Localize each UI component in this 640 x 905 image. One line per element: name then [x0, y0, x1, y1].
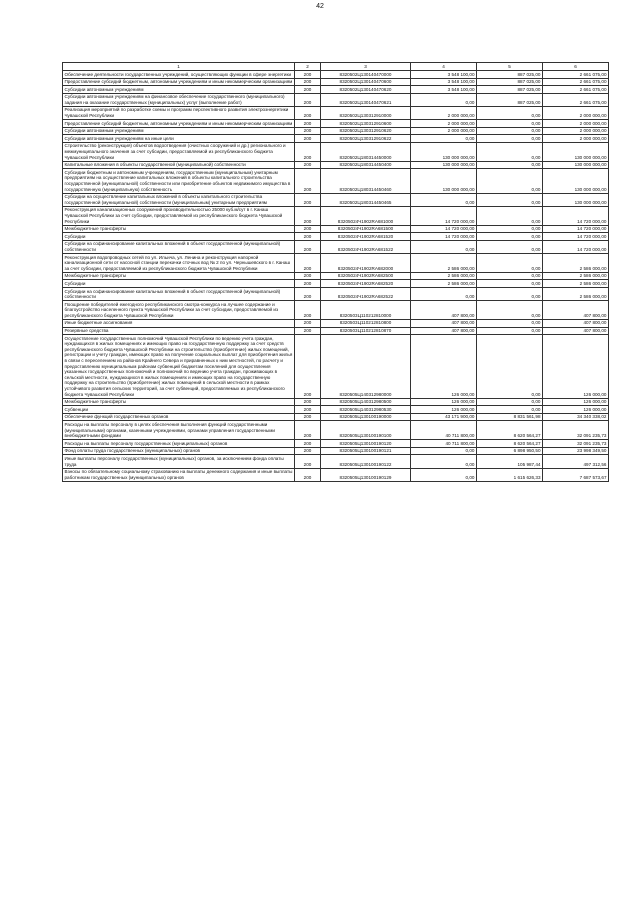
- row-ved-code: 200: [295, 206, 321, 225]
- table-row: [63, 233, 609, 241]
- row-executed-amount: 0,00: [477, 161, 543, 169]
- row-ved-code: 200: [295, 301, 321, 320]
- row-name: Субсидии автономным учреждениям: [63, 127, 295, 135]
- row-name: Субсидии: [63, 280, 295, 288]
- row-approved-amount: 2 586 000,00: [411, 272, 477, 280]
- row-classification-code: 8320502Ц180314450000: [321, 142, 411, 161]
- row-remaining-amount: 14 720 000,00: [543, 233, 609, 241]
- row-executed-amount: 8 620 564,27: [477, 440, 543, 448]
- row-executed-amount: 0,00: [477, 254, 543, 273]
- row-remaining-amount: 2 586 000,00: [543, 280, 609, 288]
- row-classification-code: 83205024Ч1902RA681522: [321, 240, 411, 253]
- row-ved-code: 200: [295, 455, 321, 468]
- row-ved-code: 200: [295, 440, 321, 448]
- table-row: [63, 225, 609, 233]
- row-name: Реализация мероприятий по разработке схемы и программ перспективного развития электроэнергетики Чувашской Республики: [63, 106, 295, 119]
- row-ved-code: 200: [295, 135, 321, 143]
- row-approved-amount: 2 586 000,00: [411, 254, 477, 273]
- row-name: Субсидии бюджетным и автономным учреждениям, государственным (муниципальным) унитарным предприятиям на осуществление капитальных вложений в объекты капитального строительства государственной (муниципальной) собственности или приобретение объектов недвижимого имущества в государственную (муниципальную) собственность: [63, 169, 295, 193]
- row-ved-code: 200: [295, 447, 321, 455]
- row-executed-amount: 105 987,44: [477, 455, 543, 468]
- row-ved-code: 200: [295, 254, 321, 273]
- row-name: Поощрение победителей ежегодного республиканского смотра-конкурса на лучшее содержание и благоустройство населенного пункта Чувашской Республики за счет субсидии, предоставляемой из республиканского бюджета Чувашской Республики: [63, 301, 295, 320]
- row-name: Субсидии на софинансирование капитальных вложений в объект государственной (муниципальной) собственности: [63, 240, 295, 253]
- row-classification-code: 83205024Ч1902RA681520: [321, 233, 411, 241]
- row-ved-code: 200: [295, 106, 321, 119]
- row-classification-code: 8320502Ц180314450460: [321, 169, 411, 193]
- row-executed-amount: 0,00: [477, 120, 543, 128]
- row-executed-amount: 887 025,00: [477, 86, 543, 94]
- row-approved-amount: 0,00: [411, 240, 477, 253]
- table-row: [63, 78, 609, 86]
- row-name: Субсидии автономным учреждениям: [63, 86, 295, 94]
- row-ved-code: 200: [295, 93, 321, 106]
- table-row: [63, 142, 609, 161]
- row-ved-code: 200: [295, 193, 321, 206]
- row-name: Предоставление субсидий бюджетным, автономным учреждениям и иным некоммерческим организациям: [63, 78, 295, 86]
- row-approved-amount: 2 000 000,00: [411, 127, 477, 135]
- row-remaining-amount: 130 000 000,00: [543, 142, 609, 161]
- row-remaining-amount: 2 661 075,00: [543, 71, 609, 79]
- row-approved-amount: 126 000,00: [411, 406, 477, 414]
- row-remaining-amount: 14 720 000,00: [543, 225, 609, 233]
- table-row: [63, 206, 609, 225]
- table-row: [63, 421, 609, 440]
- row-name: Расходы на выплаты персоналу государственных (муниципальных) органов: [63, 440, 295, 448]
- row-remaining-amount: 23 998 349,50: [543, 447, 609, 455]
- row-ved-code: 200: [295, 78, 321, 86]
- row-executed-amount: 0,00: [477, 335, 543, 399]
- row-ved-code: 200: [295, 421, 321, 440]
- row-ved-code: 200: [295, 120, 321, 128]
- row-executed-amount: 8 620 564,27: [477, 421, 543, 440]
- row-classification-code: 8320502Ц180314450400: [321, 161, 411, 169]
- row-classification-code: 8320505Ц140312980530: [321, 406, 411, 414]
- row-approved-amount: 2 000 000,00: [411, 120, 477, 128]
- table-row: [63, 468, 609, 481]
- table-row: [63, 240, 609, 253]
- row-remaining-amount: 130 000 000,00: [543, 161, 609, 169]
- row-name: Взносы по обязательному социальному страхованию на выплаты денежного содержания и иные выплаты работникам государственных (муниципальных) органов: [63, 468, 295, 481]
- row-approved-amount: 3 548 100,00: [411, 86, 477, 94]
- row-ved-code: 200: [295, 406, 321, 414]
- table-row: [63, 288, 609, 301]
- row-ved-code: 200: [295, 161, 321, 169]
- row-ved-code: 200: [295, 240, 321, 253]
- row-approved-amount: 14 720 000,00: [411, 233, 477, 241]
- row-classification-code: 8320502Ц130140470620: [321, 86, 411, 94]
- row-name: Осуществление государственных полномочий Чувашской Республики по ведению учета граждан, нуждающихся в жилых помещениях и имеющих право на государственную поддержку за счет средств республиканского бюджета Чувашской Республики на строительство (приобретение) жилых помещений, регистрации и учету граждан, имеющих право на получение социальных выплат для приобретения жилья в связи с переселением из районов Крайнего Севера и приравненных к ним местностей, по расчету и предоставлению муниципальным районам субвенций бюджетам поселений для осуществления указанных государственных полномочий и полномочий по ведению учета граждан, проживающих в сельской местности, нуждающихся в жилых помещениях и имеющих право на государственную поддержку на строительство (приобретение) жилых помещений в сельской местности в рамках устойчивого развития сельских территорий, за счет субвенций, предоставляемых из республиканского бюджета Чувашской Республики: [63, 335, 295, 399]
- row-classification-code: 83205024Ч1902RA681000: [321, 206, 411, 225]
- row-executed-amount: 0,00: [477, 225, 543, 233]
- row-ved-code: 200: [295, 327, 321, 335]
- row-ved-code: 200: [295, 169, 321, 193]
- table-row: [63, 86, 609, 94]
- row-approved-amount: 130 000 000,00: [411, 142, 477, 161]
- row-classification-code: 8320502Ц130140470600: [321, 78, 411, 86]
- row-executed-amount: 0,00: [477, 398, 543, 406]
- row-name: Субсидии: [63, 233, 295, 241]
- row-remaining-amount: 7 687 573,67: [543, 468, 609, 481]
- row-classification-code: 8320502Ц130312910622: [321, 135, 411, 143]
- row-classification-code: 8320502Ц130312910000: [321, 106, 411, 119]
- table-row: [63, 280, 609, 288]
- row-name: Субсидии автономным учреждениям на иные цели: [63, 135, 295, 143]
- column-header: 6: [543, 63, 609, 71]
- table-row: [63, 335, 609, 399]
- row-remaining-amount: 2 000 000,00: [543, 127, 609, 135]
- row-executed-amount: 0,00: [477, 169, 543, 193]
- row-name: Субсидии на софинансирование капитальных вложений в объект государственной (муниципальной) собственности: [63, 288, 295, 301]
- row-executed-amount: 887 025,00: [477, 78, 543, 86]
- row-classification-code: 8320503Ц110212810000: [321, 301, 411, 320]
- row-executed-amount: 0,00: [477, 406, 543, 414]
- row-classification-code: 8320505Ц130100190100: [321, 421, 411, 440]
- table-row: [63, 120, 609, 128]
- row-executed-amount: 8 831 561,98: [477, 413, 543, 421]
- row-executed-amount: 0,00: [477, 280, 543, 288]
- row-remaining-amount: 32 091 235,73: [543, 440, 609, 448]
- row-name: Резервные средства: [63, 327, 295, 335]
- table-row: [63, 71, 609, 79]
- row-name: Межбюджетные трансферты: [63, 272, 295, 280]
- column-header: 4: [411, 63, 477, 71]
- row-executed-amount: 887 025,00: [477, 71, 543, 79]
- row-remaining-amount: 2 000 000,00: [543, 106, 609, 119]
- table-row: [63, 161, 609, 169]
- row-ved-code: 200: [295, 398, 321, 406]
- row-classification-code: 83205024Ч1902RA682500: [321, 272, 411, 280]
- row-name: Субсидии автономным учреждениям на финансовое обеспечение государственного (муниципального) задания на оказание государственных (муниципальных) услуг (выполнение работ): [63, 93, 295, 106]
- row-executed-amount: 0,00: [477, 240, 543, 253]
- row-approved-amount: 14 720 000,00: [411, 206, 477, 225]
- row-remaining-amount: 130 000 000,00: [543, 193, 609, 206]
- row-classification-code: 8320502Ц130140470621: [321, 93, 411, 106]
- row-remaining-amount: 2 661 075,00: [543, 78, 609, 86]
- row-remaining-amount: 497 312,56: [543, 455, 609, 468]
- row-name: Обеспечение деятельности государственных учреждений, осуществляющих функции в сфере энергетики: [63, 71, 295, 79]
- row-approved-amount: 40 711 800,00: [411, 440, 477, 448]
- row-approved-amount: 0,00: [411, 193, 477, 206]
- row-classification-code: 8320502Ц130312910620: [321, 127, 411, 135]
- row-approved-amount: 3 548 100,00: [411, 71, 477, 79]
- row-approved-amount: 0,00: [411, 468, 477, 481]
- row-ved-code: 200: [295, 225, 321, 233]
- row-ved-code: 200: [295, 71, 321, 79]
- row-ved-code: 200: [295, 288, 321, 301]
- table-row: [63, 127, 609, 135]
- row-executed-amount: 0,00: [477, 142, 543, 161]
- table-row: [63, 254, 609, 273]
- row-remaining-amount: 2 000 000,00: [543, 135, 609, 143]
- column-header: 5: [477, 63, 543, 71]
- row-approved-amount: 0,00: [411, 288, 477, 301]
- row-remaining-amount: 407 800,00: [543, 301, 609, 320]
- row-name: Расходы на выплаты персоналу в целях обеспечения выполнения функций государственными (муниципальными) органами, казенными учреждениями, органами управления государственными внебюджетными фондами: [63, 421, 295, 440]
- row-classification-code: 8320502Ц180314450465: [321, 193, 411, 206]
- row-remaining-amount: 126 000,00: [543, 398, 609, 406]
- row-executed-amount: 887 025,00: [477, 93, 543, 106]
- row-approved-amount: 407 800,00: [411, 319, 477, 327]
- row-executed-amount: 0,00: [477, 233, 543, 241]
- row-ved-code: 200: [295, 127, 321, 135]
- row-remaining-amount: 2 661 075,00: [543, 93, 609, 106]
- row-name: Иные бюджетные ассигнования: [63, 319, 295, 327]
- row-classification-code: 8320502Ц130140470000: [321, 71, 411, 79]
- row-approved-amount: 126 000,00: [411, 335, 477, 399]
- row-approved-amount: 0,00: [411, 93, 477, 106]
- row-classification-code: 8320502Ц130312910600: [321, 120, 411, 128]
- row-ved-code: 200: [295, 280, 321, 288]
- row-executed-amount: 1 615 626,33: [477, 468, 543, 481]
- row-remaining-amount: 2 586 000,00: [543, 272, 609, 280]
- row-executed-amount: 0,00: [477, 301, 543, 320]
- row-classification-code: 8320505Ц140312980000: [321, 335, 411, 399]
- row-remaining-amount: 126 000,00: [543, 335, 609, 399]
- table-row: [63, 327, 609, 335]
- row-executed-amount: 0,00: [477, 193, 543, 206]
- table-row: [63, 440, 609, 448]
- row-executed-amount: 0,00: [477, 135, 543, 143]
- row-name: Иные выплаты персоналу государственных (муниципальных) органов, за исключением фонда оплаты труда: [63, 455, 295, 468]
- row-classification-code: 83205024Ч1902RA681500: [321, 225, 411, 233]
- header-row: [63, 63, 609, 71]
- row-executed-amount: 0,00: [477, 272, 543, 280]
- row-approved-amount: 407 800,00: [411, 301, 477, 320]
- row-executed-amount: 0,00: [477, 106, 543, 119]
- row-name: Субвенции: [63, 406, 295, 414]
- row-classification-code: 83205024Ч1902RA682522: [321, 288, 411, 301]
- table-row: [63, 106, 609, 119]
- row-remaining-amount: 2 586 000,00: [543, 288, 609, 301]
- row-ved-code: 200: [295, 468, 321, 481]
- row-executed-amount: 0,00: [477, 288, 543, 301]
- table-row: [63, 301, 609, 320]
- row-remaining-amount: 14 720 000,00: [543, 206, 609, 225]
- row-remaining-amount: 2 000 000,00: [543, 120, 609, 128]
- row-executed-amount: 0,00: [477, 206, 543, 225]
- row-name: Реконструкция водопроводных сетей по ул. Ильича, ул. Ленина и реконструкция напорной канализационной сети от насосной станции перекачки сточных вод № 2 по ул. Чернышевского в г. Канаш за счет субсидии, предоставляемой из республиканского бюджета Чувашской Республики: [63, 254, 295, 273]
- table-row: [63, 135, 609, 143]
- row-ved-code: 200: [295, 413, 321, 421]
- row-remaining-amount: 130 000 000,00: [543, 169, 609, 193]
- table-row: [63, 413, 609, 421]
- table-row: [63, 272, 609, 280]
- row-ved-code: 200: [295, 86, 321, 94]
- row-remaining-amount: 2 586 000,00: [543, 254, 609, 273]
- row-name: Строительство (реконструкция) объектов водоотведения (очистных сооружений и др.) регионального и межмуниципального значения за счет субсидии, предоставляемой из республиканского бюджета Чувашской Республики: [63, 142, 295, 161]
- row-ved-code: 200: [295, 319, 321, 327]
- row-executed-amount: 0,00: [477, 319, 543, 327]
- row-classification-code: 8320505Ц130100190122: [321, 455, 411, 468]
- table-row: [63, 398, 609, 406]
- row-ved-code: 200: [295, 272, 321, 280]
- row-executed-amount: 0,00: [477, 127, 543, 135]
- row-approved-amount: 130 000 000,00: [411, 169, 477, 193]
- table-row: [63, 193, 609, 206]
- row-name: Обеспечение функций государственных органов: [63, 413, 295, 421]
- table-row: [63, 169, 609, 193]
- row-name: Фонд оплаты труда государственных (муниципальных) органов: [63, 447, 295, 455]
- column-header: 2: [295, 63, 321, 71]
- row-name: Реконструкция канализационных сооружений производительностью 25000 куб.м/сут в г. Канаш Чувашской Республики за счет субсидии, предоставляемой из республиканского бюджета Чувашской Республики: [63, 206, 295, 225]
- row-classification-code: 8320505Ц130100190129: [321, 468, 411, 481]
- row-remaining-amount: 34 340 338,02: [543, 413, 609, 421]
- column-header: 3: [321, 63, 411, 71]
- row-remaining-amount: 407 800,00: [543, 319, 609, 327]
- budget-table: [62, 62, 609, 482]
- row-classification-code: 8320503Ц110212810870: [321, 327, 411, 335]
- row-approved-amount: 130 000 000,00: [411, 161, 477, 169]
- row-name: Межбюджетные трансферты: [63, 225, 295, 233]
- row-executed-amount: 6 898 950,50: [477, 447, 543, 455]
- row-classification-code: 8320505Ц130100190120: [321, 440, 411, 448]
- row-name: Капитальные вложения в объекты государственной (муниципальной) собственности: [63, 161, 295, 169]
- row-approved-amount: 43 171 900,00: [411, 413, 477, 421]
- page-number: 42: [316, 3, 324, 10]
- row-approved-amount: 3 548 100,00: [411, 78, 477, 86]
- table-row: [63, 447, 609, 455]
- row-approved-amount: 407 800,00: [411, 327, 477, 335]
- row-remaining-amount: 2 661 075,00: [543, 86, 609, 94]
- row-ved-code: 200: [295, 142, 321, 161]
- row-ved-code: 200: [295, 233, 321, 241]
- row-approved-amount: 2 000 000,00: [411, 106, 477, 119]
- column-header: 1: [63, 63, 295, 71]
- row-classification-code: 8320503Ц110212810800: [321, 319, 411, 327]
- row-ved-code: 200: [295, 335, 321, 399]
- table-row: [63, 93, 609, 106]
- row-classification-code: 8320505Ц130100190121: [321, 447, 411, 455]
- row-remaining-amount: 407 800,00: [543, 327, 609, 335]
- row-approved-amount: 40 711 800,00: [411, 421, 477, 440]
- row-name: Предоставление субсидий бюджетным, автономным учреждениям и иным некоммерческим организациям: [63, 120, 295, 128]
- row-classification-code: 8320505Ц140312980500: [321, 398, 411, 406]
- row-approved-amount: 2 586 000,00: [411, 280, 477, 288]
- table-row: [63, 455, 609, 468]
- row-approved-amount: 126 000,00: [411, 398, 477, 406]
- row-approved-amount: 14 720 000,00: [411, 225, 477, 233]
- row-name: Субсидии на осуществление капитальных вложений в объекты капитального строительства государственной (муниципальной) собственности (муниципальным) унитарным предприятиям: [63, 193, 295, 206]
- table-row: [63, 319, 609, 327]
- row-classification-code: 83205024Ч1902RA682520: [321, 280, 411, 288]
- row-classification-code: 83205024Ч1902RA682000: [321, 254, 411, 273]
- row-approved-amount: 0,00: [411, 135, 477, 143]
- row-classification-code: 8320505Ц130100190000: [321, 413, 411, 421]
- row-remaining-amount: 14 720 000,00: [543, 240, 609, 253]
- row-name: Межбюджетные трансферты: [63, 398, 295, 406]
- row-remaining-amount: 126 000,00: [543, 406, 609, 414]
- table-row: [63, 406, 609, 414]
- row-approved-amount: 0,00: [411, 447, 477, 455]
- row-approved-amount: 0,00: [411, 455, 477, 468]
- row-executed-amount: 0,00: [477, 327, 543, 335]
- row-remaining-amount: 32 091 235,73: [543, 421, 609, 440]
